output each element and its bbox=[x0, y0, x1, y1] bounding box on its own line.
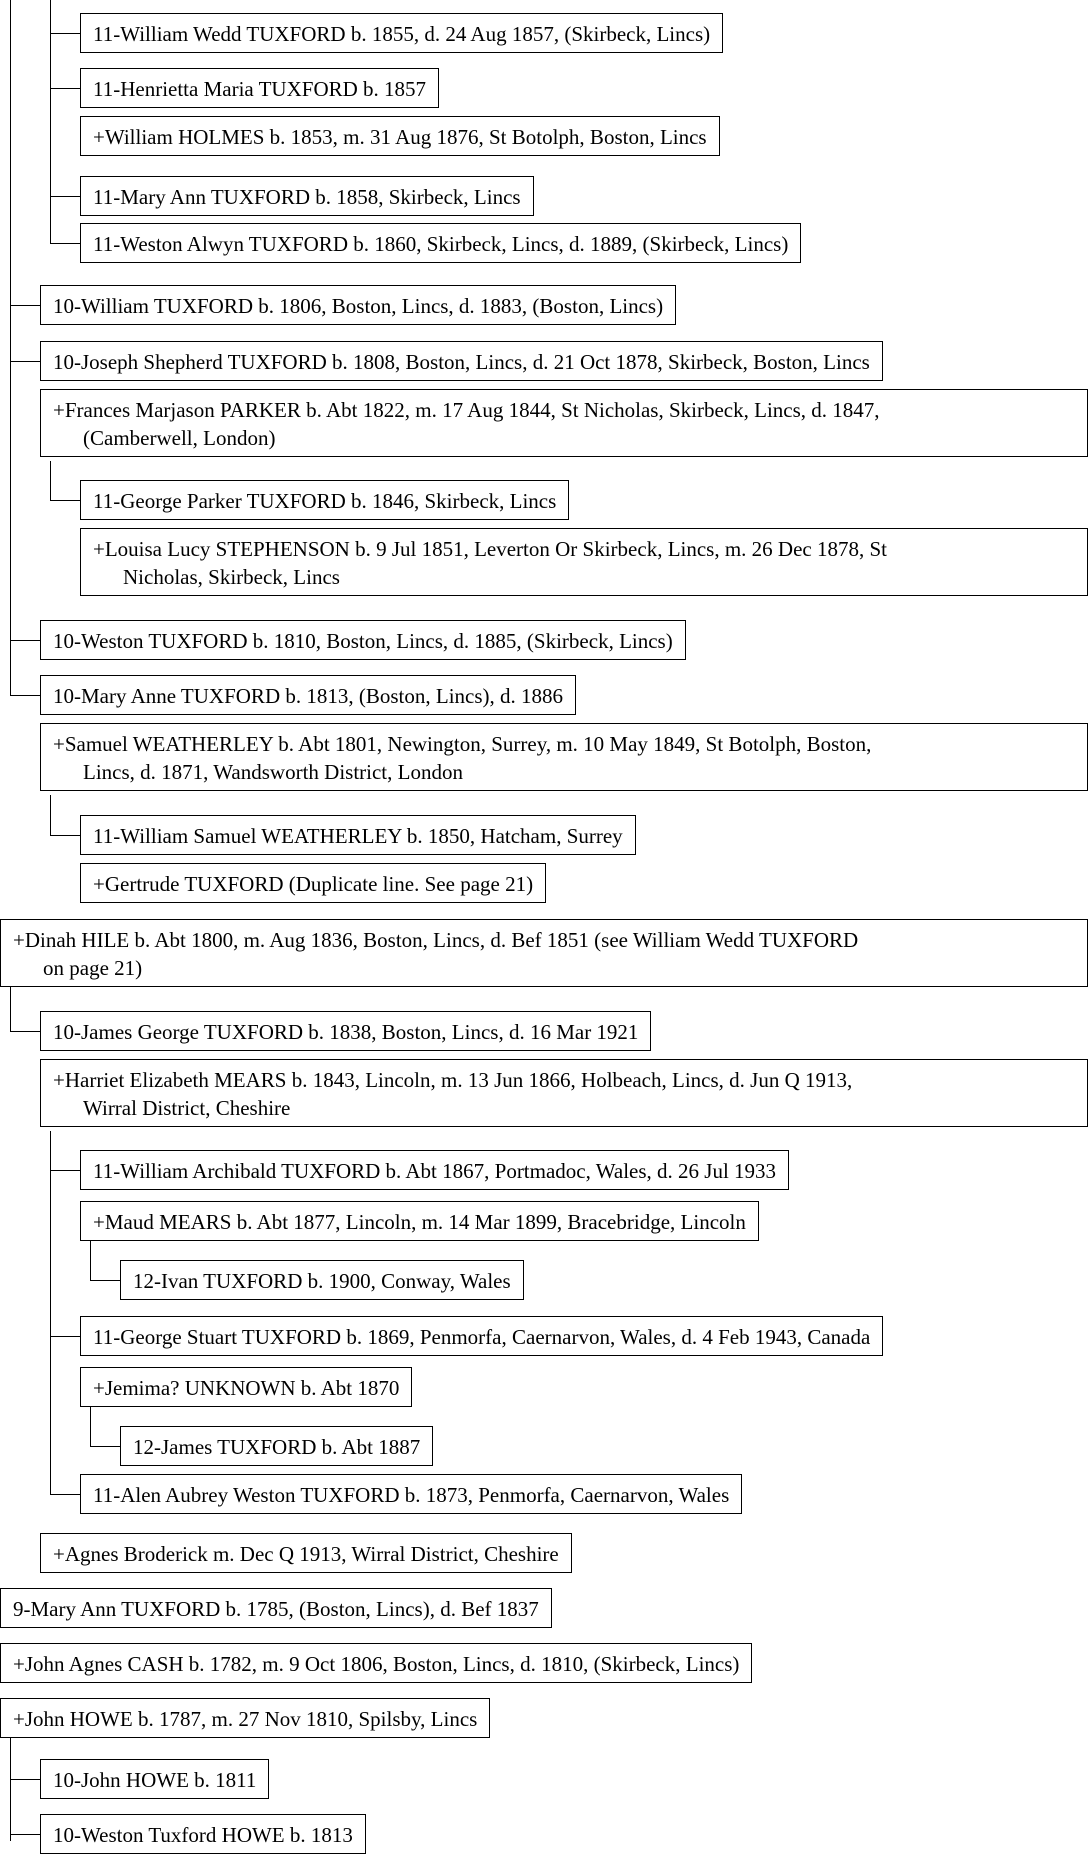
tree-connector bbox=[90, 1241, 91, 1281]
spouse-frances-marjason-parker bbox=[40, 389, 1088, 457]
entry-text: 11-Weston Alwyn TUXFORD b. 1860, Skirbeck, Lincs, d. 1889, (Skirbeck, Lincs) bbox=[93, 232, 789, 256]
entry-george-stuart-tuxford bbox=[80, 1316, 883, 1356]
entry-text: +Gertrude TUXFORD (Duplicate line. See page 21) bbox=[93, 872, 534, 896]
entry-text-line2: Wirral District, Cheshire bbox=[83, 1096, 291, 1120]
entry-text: 10-Weston Tuxford HOWE b. 1813 bbox=[53, 1823, 353, 1847]
spouse-louisa-lucy-stephenson bbox=[80, 528, 1088, 596]
entry-william-tuxford-1806 bbox=[40, 285, 676, 325]
entry-james-tuxford bbox=[120, 1426, 433, 1466]
entry-william-wedd-tuxford bbox=[80, 13, 723, 53]
entry-text-line1: +Frances Marjason PARKER b. Abt 1822, m. 17 Aug 1844, St Nicholas, Skirbeck, Lincs, d. 1847, bbox=[53, 398, 880, 422]
spouse-gertrude-tuxford bbox=[80, 863, 546, 903]
tree-connector bbox=[50, 1336, 80, 1337]
entry-george-parker-tuxford bbox=[80, 480, 569, 520]
tree-connector bbox=[50, 461, 51, 501]
tree-connector bbox=[90, 1407, 91, 1447]
tree-connector bbox=[50, 33, 80, 34]
entry-james-george-tuxford bbox=[40, 1011, 651, 1051]
tree-connector bbox=[90, 1446, 120, 1447]
spouse-john-agnes-cash bbox=[0, 1643, 752, 1683]
entry-text: 12-James TUXFORD b. Abt 1887 bbox=[133, 1435, 421, 1459]
entry-william-samuel-weatherley bbox=[80, 815, 636, 855]
entry-text-line2: (Camberwell, London) bbox=[83, 426, 276, 450]
tree-connector bbox=[10, 1031, 40, 1032]
tree-connector bbox=[50, 196, 80, 197]
entry-text: 10-Mary Anne TUXFORD b. 1813, (Boston, Lincs), d. 1886 bbox=[53, 684, 564, 708]
spouse-john-howe bbox=[0, 1698, 490, 1738]
tree-connector bbox=[50, 0, 51, 243]
entry-henrietta-maria-tuxford bbox=[80, 68, 439, 108]
tree-connector bbox=[10, 305, 40, 306]
entry-weston-tuxford-1810 bbox=[40, 620, 686, 660]
spouse-agnes-broderick bbox=[40, 1533, 572, 1573]
tree-connector bbox=[50, 88, 80, 89]
tree-connector bbox=[50, 835, 80, 836]
entry-text-line1: +Samuel WEATHERLEY b. Abt 1801, Newington, Surrey, m. 10 May 1849, St Botolph, Boston, bbox=[53, 732, 872, 756]
entry-weston-alwyn-tuxford bbox=[80, 223, 801, 263]
entry-text: 11-Alen Aubrey Weston TUXFORD b. 1873, Penmorfa, Caernarvon, Wales bbox=[93, 1483, 730, 1507]
entry-text: 10-Joseph Shepherd TUXFORD b. 1808, Boston, Lincs, d. 21 Oct 1878, Skirbeck, Boston, Lincs bbox=[53, 350, 870, 374]
entry-text: 11-William Wedd TUXFORD b. 1855, d. 24 Aug 1857, (Skirbeck, Lincs) bbox=[93, 22, 711, 46]
spouse-william-holmes bbox=[80, 116, 720, 156]
tree-connector bbox=[50, 1170, 80, 1171]
tree-connector bbox=[10, 0, 11, 695]
entry-mary-ann-tuxford-1858 bbox=[80, 176, 534, 216]
tree-connector bbox=[10, 695, 40, 696]
tree-connector bbox=[10, 640, 40, 641]
spouse-maud-mears bbox=[80, 1201, 759, 1241]
tree-connector bbox=[10, 1779, 40, 1780]
entry-text: +William HOLMES b. 1853, m. 31 Aug 1876, St Botolph, Boston, Lincs bbox=[93, 125, 707, 149]
entry-ivan-tuxford bbox=[120, 1260, 524, 1300]
tree-connector bbox=[50, 1494, 80, 1495]
entry-text: 11-Mary Ann TUXFORD b. 1858, Skirbeck, Lincs bbox=[93, 185, 521, 209]
entry-text: +Maud MEARS b. Abt 1877, Lincoln, m. 14 Mar 1899, Bracebridge, Lincoln bbox=[93, 1210, 746, 1234]
tree-connector bbox=[50, 243, 80, 244]
entry-text: 9-Mary Ann TUXFORD b. 1785, (Boston, Lincs), d. Bef 1837 bbox=[13, 1597, 539, 1621]
entry-text: 10-James George TUXFORD b. 1838, Boston, Lincs, d. 16 Mar 1921 bbox=[53, 1020, 639, 1044]
entry-text: 11-William Samuel WEATHERLEY b. 1850, Hatcham, Surrey bbox=[93, 824, 623, 848]
tree-connector bbox=[90, 1280, 120, 1281]
entry-text-line2: Nicholas, Skirbeck, Lincs bbox=[123, 565, 340, 589]
entry-mary-anne-tuxford-1813 bbox=[40, 675, 576, 715]
tree-connector bbox=[10, 1834, 40, 1835]
tree-connector bbox=[50, 795, 51, 835]
entry-text-line1: +Louisa Lucy STEPHENSON b. 9 Jul 1851, Leverton Or Skirbeck, Lincs, m. 26 Dec 1878, St bbox=[93, 537, 888, 561]
entry-alen-aubrey-weston-tuxford bbox=[80, 1474, 742, 1514]
spouse-dinah-hile bbox=[0, 919, 1088, 987]
entry-text: +John HOWE b. 1787, m. 27 Nov 1810, Spilsby, Lincs bbox=[13, 1707, 478, 1731]
entry-william-archibald-tuxford bbox=[80, 1150, 789, 1190]
entry-text-line1: +Harriet Elizabeth MEARS b. 1843, Lincoln, m. 13 Jun 1866, Holbeach, Lincs, d. Jun Q 1913, bbox=[53, 1068, 853, 1092]
entry-text: 11-George Stuart TUXFORD b. 1869, Penmorfa, Caernarvon, Wales, d. 4 Feb 1943, Canada bbox=[93, 1325, 871, 1349]
tree-connector bbox=[50, 1131, 51, 1494]
spouse-harriet-elizabeth-mears bbox=[40, 1059, 1088, 1127]
entry-text-line2: on page 21) bbox=[43, 956, 143, 980]
tree-connector bbox=[10, 1732, 11, 1841]
entry-joseph-shepherd-tuxford bbox=[40, 341, 883, 381]
entry-john-howe-1811 bbox=[40, 1759, 269, 1799]
entry-text: 11-Henrietta Maria TUXFORD b. 1857 bbox=[93, 77, 427, 101]
entry-text: 11-William Archibald TUXFORD b. Abt 1867, Portmadoc, Wales, d. 26 Jul 1933 bbox=[93, 1159, 777, 1183]
entry-text: +John Agnes CASH b. 1782, m. 9 Oct 1806, Boston, Lincs, d. 1810, (Skirbeck, Lincs) bbox=[13, 1652, 740, 1676]
entry-mary-ann-tuxford-1785 bbox=[0, 1588, 552, 1628]
spouse-samuel-weatherley bbox=[40, 723, 1088, 791]
entry-text: 10-Weston TUXFORD b. 1810, Boston, Lincs, d. 1885, (Skirbeck, Lincs) bbox=[53, 629, 673, 653]
entry-text: +Agnes Broderick m. Dec Q 1913, Wirral District, Cheshire bbox=[53, 1542, 559, 1566]
entry-weston-tuxford-howe bbox=[40, 1814, 366, 1854]
entry-text: 11-George Parker TUXFORD b. 1846, Skirbeck, Lincs bbox=[93, 489, 557, 513]
entry-text: 10-John HOWE b. 1811 bbox=[53, 1768, 257, 1792]
entry-text: 12-Ivan TUXFORD b. 1900, Conway, Wales bbox=[133, 1269, 511, 1293]
spouse-jemima-unknown bbox=[80, 1367, 412, 1407]
entry-text-line1: +Dinah HILE b. Abt 1800, m. Aug 1836, Boston, Lincs, d. Bef 1851 (see William Wedd TUXFORD bbox=[13, 928, 859, 952]
tree-connector bbox=[50, 500, 80, 501]
tree-connector bbox=[10, 361, 40, 362]
entry-text: 10-William TUXFORD b. 1806, Boston, Lincs, d. 1883, (Boston, Lincs) bbox=[53, 294, 664, 318]
entry-text-line2: Lincs, d. 1871, Wandsworth District, London bbox=[83, 760, 463, 784]
entry-text: +Jemima? UNKNOWN b. Abt 1870 bbox=[93, 1376, 400, 1400]
